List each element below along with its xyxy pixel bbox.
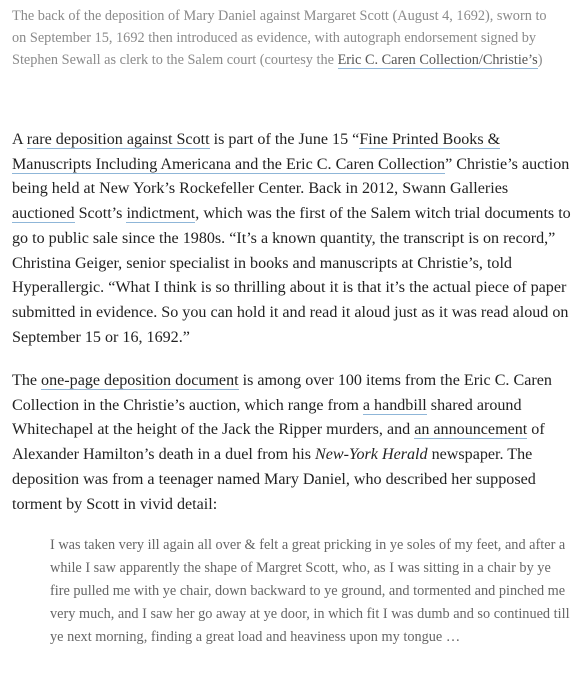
p2-text: is among over 100 items from the Eric C. Caren Collection in the Christie’s auction, which range from: [12, 372, 552, 414]
p1-text: Scott’s: [74, 205, 127, 223]
link-announcement[interactable]: an announcement: [414, 421, 528, 439]
caption-text-end: ): [537, 52, 543, 68]
blockquote: [50, 534, 570, 649]
link-one-page-deposition[interactable]: one-page deposition document: [41, 372, 239, 389]
p2-text: shared around Whitechapel at the height of the Jack the Ripper murders, and: [12, 396, 522, 439]
link-auction-title[interactable]: Fine Printed Books & Manuscripts Including Americana and the Eric C. Caren Collection: [12, 131, 501, 173]
newspaper-title: New-York Herald: [315, 446, 428, 464]
caption-link-caren-collection[interactable]: Eric C. Caren Collection/Christie’s: [337, 52, 538, 68]
link-auctioned[interactable]: auctioned: [12, 205, 75, 223]
image-caption: [12, 5, 560, 71]
p1-text: A: [12, 131, 27, 148]
p1-text: is part of the June 15 “: [209, 131, 360, 148]
p1-text: , which was the first of the Salem witch trial documents to go to public sale since the 1980s. “It’s a known quantity, the transcript is on record,” Christina Geiger, senior specialist in books and manuscripts at Christie’s, told Hyperallergic. “What I think is so thrilling about it is that it’s the actual piece of paper submitted in evidence. So you can hold it and read it aloud just as it was read aloud on September 15 or 16, 1692.”: [12, 205, 571, 346]
caption-text: The back of the deposition of Mary Daniel against Margaret Scott (August 4, 1692), sworn to on September 15, 1692 then introduced as evidence, with autograph endorsement signed by Stephen Sewall as clerk to the Salem court (courtesy the: [12, 8, 547, 68]
link-indictment[interactable]: indictment: [126, 205, 196, 223]
p2-text: The: [12, 372, 42, 389]
link-handbill[interactable]: a handbill: [362, 396, 427, 414]
link-rare-deposition[interactable]: rare deposition against Scott: [26, 131, 210, 148]
paragraph-1: [12, 128, 572, 350]
paragraph-2: [12, 369, 572, 517]
p1-text: ” Christie’s auction being held at New York’s Rockefeller Center. Back in 2012, Swann Galleries: [12, 155, 570, 198]
quote-text: I was taken very ill again all over & felt a great pricking in ye soles of my feet, and after a while I saw apparently the shape of Margret Scott, who, as I was sitting in a chair by ye fire pulled me with ye chair, down backward to ye ground, and tormented and pinched me very much, and I saw her go away at ye door, in which fit I was dumb and so continued till ye next morning, finding a great load and heaviness upon my tongue …: [50, 537, 570, 645]
p2-text: of Alexander Hamilton’s death in a duel from his: [12, 421, 545, 464]
p2-text: newspaper. The deposition was from a teenager named Mary Daniel, who described her supposed torment by Scott in vivid detail:: [12, 446, 536, 513]
